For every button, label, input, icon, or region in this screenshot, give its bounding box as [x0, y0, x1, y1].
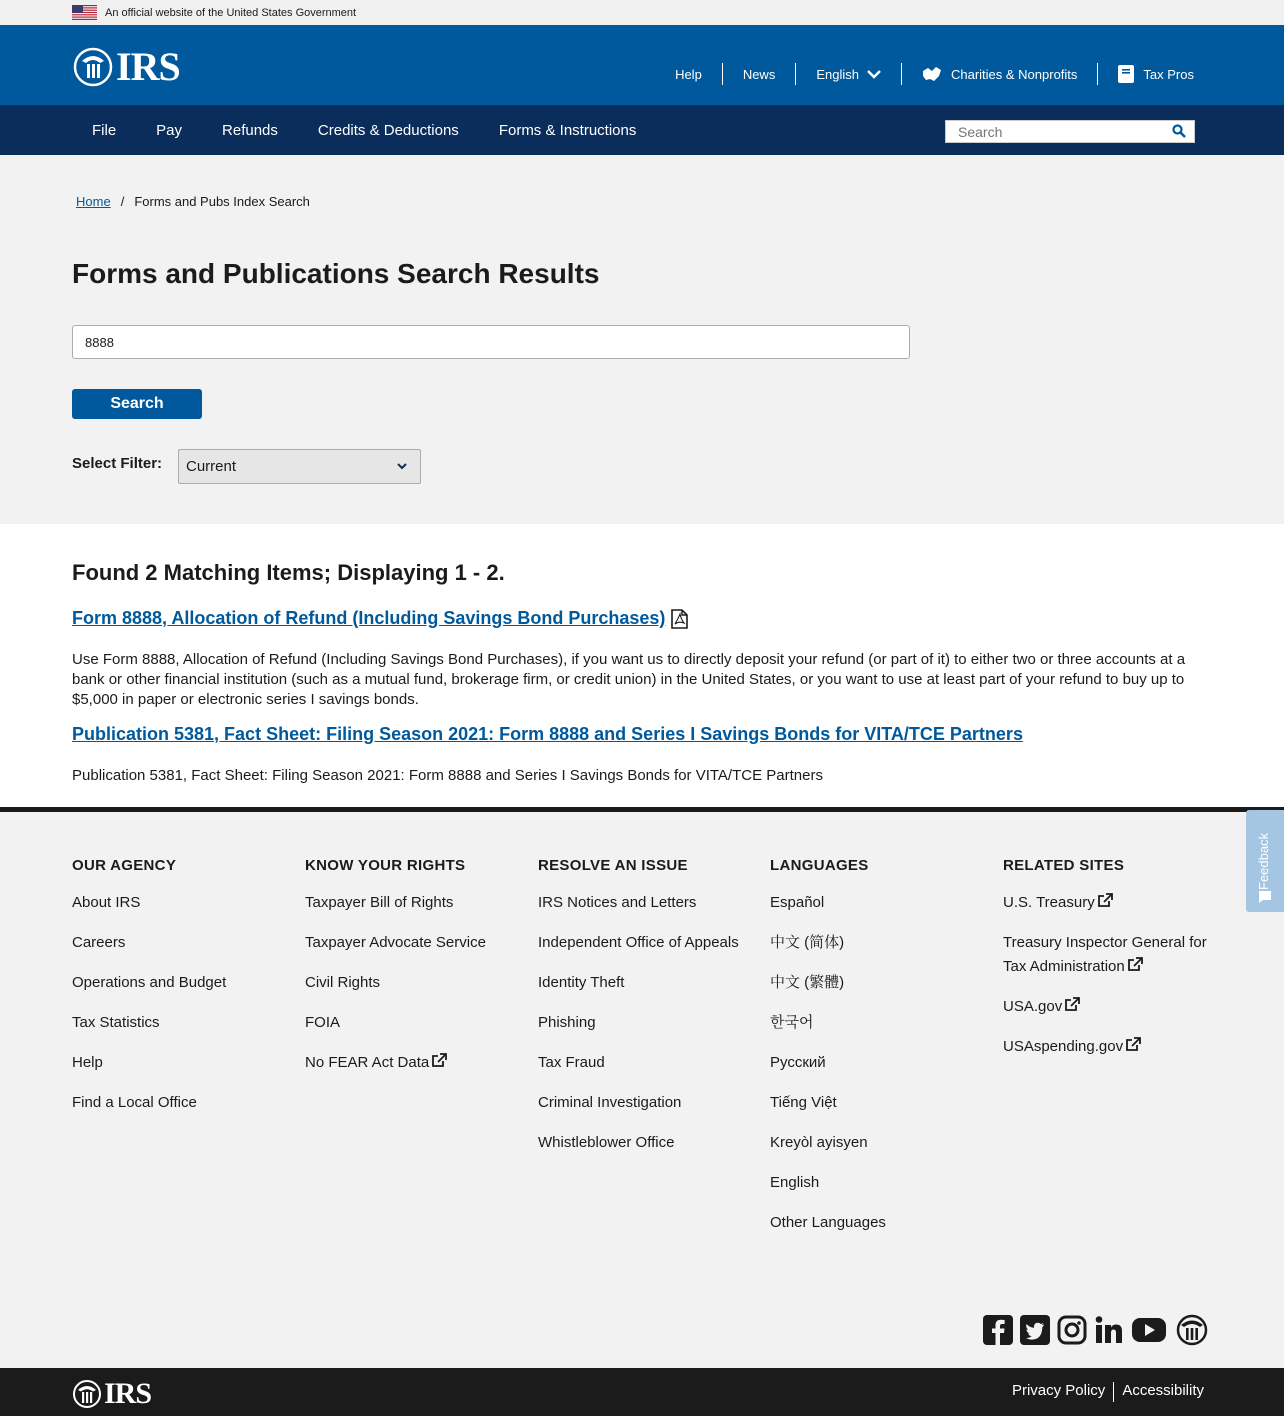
footer-link[interactable]: Tax Statistics [72, 1014, 160, 1031]
irs-logo-link[interactable] [72, 44, 180, 89]
nav-forms-instructions[interactable]: Forms & Instructions [498, 121, 637, 139]
charities-link[interactable] [902, 63, 1097, 85]
footer-link-label: No FEAR Act Data [305, 1054, 430, 1071]
site-search [945, 120, 1195, 143]
footer-link[interactable]: Whistleblower Office [538, 1134, 675, 1151]
footer-link[interactable]: Español [770, 894, 825, 911]
breadcrumb-current: Forms and Pubs Index Search [134, 194, 310, 209]
breadcrumb [76, 194, 310, 209]
result-description: Use Form 8888, Allocation of Refund (Including Savings Bond Purchases), if you want us to directly deposit your refund (or part of it) to either two or three accounts at a bank or other financial institution (such as a mutual fund, brokerage firm, or credit union) in the United States, or you want to use at least part of your refund to buy up to $5,000 in paper or electronic series I savings bonds. [72, 651, 1186, 708]
footer-link-label: USAspending.gov [1003, 1038, 1124, 1055]
feedback-icon [1258, 890, 1272, 904]
footer-link[interactable]: Criminal Investigation [538, 1094, 682, 1111]
book-icon [1118, 65, 1134, 83]
footer-column-languages [770, 857, 886, 1251]
feedback-tab[interactable] [1246, 810, 1284, 912]
external-link-icon [1064, 997, 1080, 1012]
irs-eagle-icon[interactable] [1174, 1314, 1210, 1351]
footer-link[interactable]: Tiếng Việt [770, 1094, 837, 1111]
chevron-down-icon [396, 460, 408, 472]
search-icon[interactable] [1172, 124, 1186, 138]
feedback-label: Feedback [1256, 832, 1271, 890]
help-link[interactable]: Help [675, 66, 702, 82]
nav-refunds[interactable]: Refunds [222, 121, 278, 139]
filter-selected-value: Current [186, 458, 237, 475]
instagram-icon[interactable] [1057, 1315, 1087, 1350]
footer-link[interactable] [1003, 934, 1207, 975]
result-description: Publication 5381, Fact Sheet: Filing Season 2021: Form 8888 and Series I Savings Bonds for VITA/TCE Partners [72, 767, 823, 784]
irs-footer-logo[interactable] [72, 1377, 151, 1411]
footer-link[interactable] [1003, 998, 1080, 1015]
gov-banner-text: An official website of the United States Government [105, 6, 357, 19]
youtube-icon[interactable] [1131, 1315, 1167, 1350]
footer-column-our-agency [72, 857, 226, 1131]
nav-pay[interactable]: Pay [156, 121, 183, 139]
footer-link[interactable]: IRS Notices and Letters [538, 894, 697, 911]
footer-link[interactable]: Find a Local Office [72, 1094, 197, 1111]
footer-column-resolve-an-issue [538, 857, 739, 1171]
irs-eagle-icon [72, 47, 114, 87]
footer-link[interactable]: Kreyòl ayisyen [770, 1134, 868, 1151]
irs-footer-logo-text: IRS [104, 1377, 152, 1410]
footer-heading: OUR AGENCY [72, 857, 177, 874]
page-title: Forms and Publications Search Results [72, 258, 600, 289]
footer-link[interactable]: Tax Fraud [538, 1054, 605, 1071]
chevron-down-icon [867, 69, 881, 79]
nav-file[interactable]: File [92, 121, 117, 139]
footer-link[interactable]: Careers [72, 934, 126, 951]
pdf-icon [671, 609, 688, 629]
irs-logo-text: IRS [116, 44, 180, 89]
footer-link[interactable]: Identity Theft [538, 974, 625, 991]
filter-label: Select Filter: [72, 455, 163, 472]
search-area [0, 155, 1284, 524]
footer-link[interactable]: Phishing [538, 1014, 596, 1031]
results-heading: Found 2 Matching Items; Displaying 1 - 2. [72, 560, 505, 585]
site-header [0, 25, 1284, 105]
result-title-text: Publication 5381, Fact Sheet: Filing Season 2021: Form 8888 and Series I Savings Bonds for VITA/TCE Partners [72, 724, 1023, 744]
footer-link[interactable] [1003, 894, 1113, 911]
footer-column-related-sites [1003, 857, 1218, 1075]
footer-link[interactable]: 中文 (简体) [770, 934, 845, 951]
tax-pros-link[interactable] [1098, 63, 1194, 85]
footer-link[interactable]: About IRS [72, 894, 141, 911]
handshake-icon [922, 65, 942, 83]
footer-link[interactable]: Taxpayer Advocate Service [305, 934, 486, 951]
footer-link[interactable]: Operations and Budget [72, 974, 227, 991]
footer-link[interactable]: English [770, 1174, 820, 1191]
result-title-text: Form 8888, Allocation of Refund (Including Savings Bond Purchases) [72, 608, 666, 628]
results-section [0, 524, 1284, 807]
footer-link[interactable]: 한국어 [770, 1014, 814, 1031]
accessibility-link[interactable]: Accessibility [1122, 1382, 1204, 1399]
footer-link[interactable]: Independent Office of Appeals [538, 934, 739, 951]
social-links [983, 1314, 1210, 1351]
query-input[interactable] [72, 325, 910, 359]
footer-link[interactable]: Civil Rights [305, 974, 381, 991]
external-link-icon [1097, 893, 1113, 908]
footer-link-label: USA.gov [1003, 998, 1063, 1015]
us-flag-icon [72, 5, 97, 20]
footer-link[interactable] [1003, 1038, 1141, 1055]
external-link-icon [431, 1053, 447, 1068]
irs-eagle-icon [72, 1379, 102, 1409]
footer-link[interactable]: 中文 (繁體) [770, 974, 845, 991]
breadcrumb-home[interactable]: Home [76, 194, 111, 209]
breadcrumb-separator: / [120, 194, 125, 209]
facebook-icon[interactable] [983, 1315, 1013, 1350]
footer-link[interactable] [305, 1054, 447, 1071]
search-button[interactable]: Search [72, 389, 202, 419]
privacy-policy-link[interactable]: Privacy Policy [1011, 1382, 1106, 1399]
site-search-input[interactable] [946, 121, 1166, 142]
nav-credits-deductions[interactable]: Credits & Deductions [317, 121, 459, 139]
main-nav [0, 105, 1284, 155]
language-label: English [816, 66, 859, 82]
linkedin-icon[interactable] [1094, 1315, 1124, 1350]
filter-select[interactable] [178, 449, 421, 484]
footer-heading: RESOLVE AN ISSUE [538, 857, 688, 874]
footer-column-know-your-rights [305, 857, 486, 1091]
footer-link-label: Treasury Inspector General for Tax Administration [1003, 934, 1207, 975]
footer-link[interactable]: FOIA [305, 1014, 341, 1031]
footer-link[interactable]: Taxpayer Bill of Rights [305, 894, 454, 911]
footer-link-label: U.S. Treasury [1003, 894, 1095, 911]
news-link[interactable]: News [742, 66, 776, 82]
footer-heading: KNOW YOUR RIGHTS [305, 857, 466, 874]
bottom-links [1004, 1382, 1212, 1402]
result-title-link[interactable] [72, 608, 688, 629]
footer-link[interactable]: Other Languages [770, 1214, 886, 1231]
tax-pros-label: Tax Pros [1143, 66, 1194, 82]
language-dropdown[interactable] [796, 63, 901, 85]
external-link-icon [1127, 957, 1143, 972]
gov-banner [0, 0, 1284, 25]
bottom-bar [0, 1368, 1284, 1416]
footer-heading: LANGUAGES [770, 857, 869, 874]
result-title-link[interactable] [72, 724, 1023, 745]
footer-link[interactable]: Help [72, 1054, 103, 1071]
twitter-icon[interactable] [1020, 1315, 1050, 1350]
charities-label: Charities & Nonprofits [950, 66, 1078, 82]
external-link-icon [1125, 1037, 1141, 1052]
footer-heading: RELATED SITES [1003, 857, 1125, 874]
utility-nav [655, 63, 1194, 85]
site-footer [0, 812, 1284, 1368]
footer-link[interactable]: Русский [770, 1054, 826, 1071]
